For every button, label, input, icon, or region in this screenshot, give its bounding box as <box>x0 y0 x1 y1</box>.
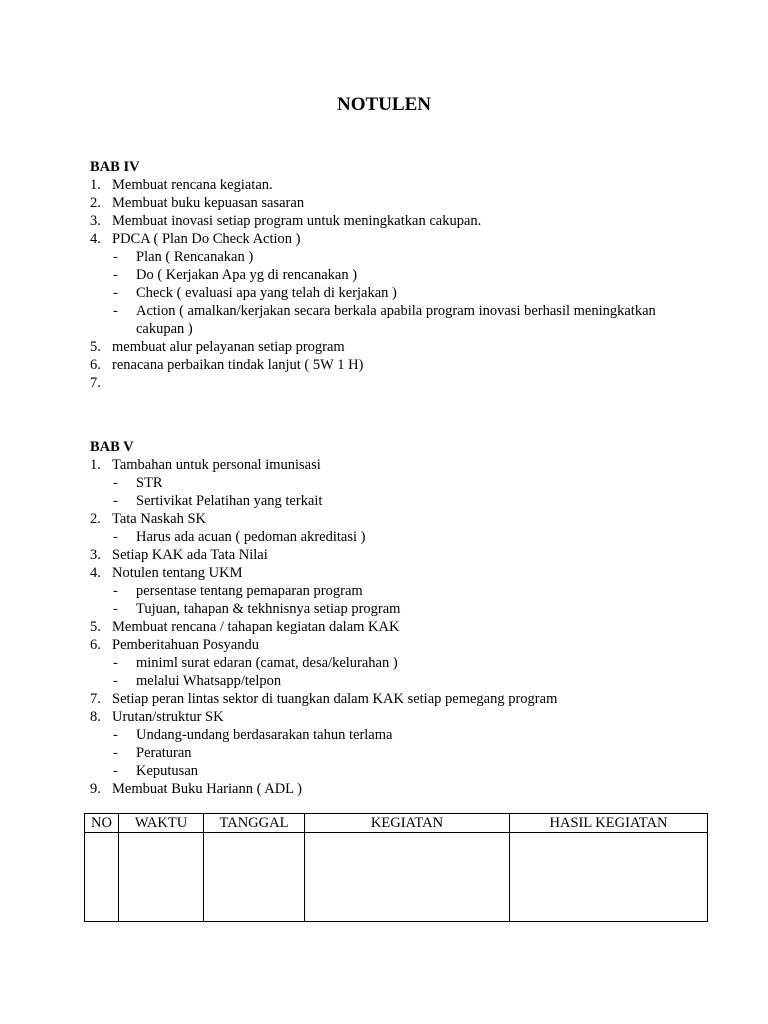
table-cell <box>305 833 510 922</box>
bab-iv-section <box>90 158 700 392</box>
column-header-hasil-kegiatan: HASIL KEGIATAN <box>510 814 708 833</box>
list-item <box>90 230 700 248</box>
list-item <box>90 636 700 654</box>
list-item-number: 4. <box>90 565 101 581</box>
list-item-number: 5. <box>90 339 101 355</box>
table-cell <box>119 833 204 922</box>
sub-list-item-text: Undang-undang berdasarakan tahun terlama <box>136 727 393 743</box>
list-item-number: 2. <box>90 511 101 527</box>
list-item-text: Urutan/struktur SK <box>112 709 224 725</box>
list-item <box>90 456 700 474</box>
list-item <box>90 708 700 726</box>
sub-list-item-text: Plan ( Rencanakan ) <box>136 249 254 265</box>
list-item <box>90 212 700 230</box>
sub-list-item-text: Do ( Kerjakan Apa yg di rencanakan ) <box>136 267 358 283</box>
sub-list-item <box>90 600 700 618</box>
sub-list-item-text: STR <box>136 475 163 491</box>
list-item-text: Tata Naskah SK <box>112 511 207 527</box>
list-item-text <box>90 374 700 392</box>
list-item-text: PDCA ( Plan Do Check Action ) <box>112 231 301 247</box>
bullet-dash: - <box>113 285 118 301</box>
bullet-dash: - <box>113 475 118 491</box>
list-item <box>90 356 700 374</box>
page-title: NOTULEN <box>337 94 431 115</box>
list-item-text: Membuat rencana / tahapan kegiatan dalam KAK <box>112 619 400 635</box>
list-item-text: membuat alur pelayanan setiap program <box>112 339 345 355</box>
bab-v-section <box>90 438 700 798</box>
list-item-number: 3. <box>90 213 101 229</box>
sub-list-item <box>90 744 700 762</box>
bullet-dash: - <box>113 601 118 617</box>
list-item <box>90 374 700 392</box>
list-item <box>90 690 700 708</box>
table-header-row <box>85 814 708 833</box>
section-heading: BAB IV <box>90 159 140 175</box>
table-cell <box>204 833 305 922</box>
activity-log-table <box>84 813 708 922</box>
list-item-number: 3. <box>90 547 101 563</box>
list-item-text: Tambahan untuk personal imunisasi <box>112 457 321 473</box>
bullet-dash: - <box>113 655 118 671</box>
sub-list-item-text: melalui Whatsapp/telpon <box>136 673 282 689</box>
list-item-number: 8. <box>90 709 101 725</box>
section-heading: BAB V <box>90 439 134 455</box>
sub-list-item-text: Check ( evaluasi apa yang telah di kerjakan ) <box>136 285 397 301</box>
list-item-number: 9. <box>90 781 101 797</box>
list-item <box>90 194 700 212</box>
column-header-kegiatan: KEGIATAN <box>305 814 510 833</box>
sub-list-item-text: Harus ada acuan ( pedoman akreditasi ) <box>136 529 366 545</box>
list-item-number: 6. <box>90 357 101 373</box>
sub-list-item <box>90 672 700 690</box>
list-item-text: Pemberitahuan Posyandu <box>112 637 259 653</box>
numbered-list <box>90 456 700 798</box>
bullet-dash: - <box>113 673 118 689</box>
list-item <box>90 546 700 564</box>
list-item-text: Setiap KAK ada Tata Nilai <box>112 547 268 563</box>
sub-list-item <box>90 528 700 546</box>
list-item <box>90 176 700 194</box>
list-item-number: 2. <box>90 195 101 211</box>
bullet-dash: - <box>113 529 118 545</box>
sub-list-item <box>90 248 700 266</box>
bullet-dash: - <box>113 727 118 743</box>
table-cell <box>85 833 119 922</box>
list-item-text: Membuat inovasi setiap program untuk meningkatkan cakupan. <box>112 213 482 229</box>
sub-list-item-text: Keputusan <box>136 763 199 779</box>
table-row <box>85 833 708 922</box>
bullet-dash: - <box>113 267 118 283</box>
column-header-no: NO <box>85 814 119 833</box>
sub-list-item <box>90 302 700 338</box>
list-item-text: Membuat Buku Hariann ( ADL ) <box>112 781 302 797</box>
sub-list-item-text: miniml surat edaran (camat, desa/kelurahan ) <box>136 655 398 671</box>
sub-list-item-text: Sertivikat Pelatihan yang terkait <box>136 493 323 509</box>
list-item-text: Notulen tentang UKM <box>112 565 243 581</box>
list-item-number: 5. <box>90 619 101 635</box>
bullet-dash: - <box>113 249 118 265</box>
sub-list-item <box>90 582 700 600</box>
list-item-number: 1. <box>90 457 101 473</box>
list-item <box>90 338 700 356</box>
list-item-text: renacana perbaikan tindak lanjut ( 5W 1 H) <box>112 357 364 373</box>
table-cell <box>510 833 708 922</box>
column-header-waktu: WAKTU <box>119 814 204 833</box>
sub-list-item-text: Tujuan, tahapan & tekhnisnya setiap program <box>136 601 401 617</box>
bullet-dash: - <box>113 745 118 761</box>
sub-list-item <box>90 266 700 284</box>
bullet-dash: - <box>113 583 118 599</box>
list-item-number: 1. <box>90 177 101 193</box>
list-item-number: 7. <box>90 375 101 391</box>
sub-list-item <box>90 492 700 510</box>
sub-list-item <box>90 474 700 492</box>
list-item <box>90 618 700 636</box>
list-item-text: Membuat buku kepuasan sasaran <box>112 195 305 211</box>
sub-list-item <box>90 284 700 302</box>
column-header-tanggal: TANGGAL <box>204 814 305 833</box>
sub-list-item-text: Peraturan <box>136 745 192 761</box>
sub-list-item-text: Action ( amalkan/kerjakan secara berkala apabila program inovasi berhasil meningkatkan cakupan ) <box>136 303 656 337</box>
sub-list-item <box>90 762 700 780</box>
list-item-text: Setiap peran lintas sektor di tuangkan dalam KAK setiap pemegang program <box>112 691 558 707</box>
sub-list-item <box>90 654 700 672</box>
sub-list-item <box>90 726 700 744</box>
bullet-dash: - <box>113 763 118 779</box>
sub-list-item-text: persentase tentang pemaparan program <box>136 583 363 599</box>
numbered-list <box>90 176 700 392</box>
list-item-number: 4. <box>90 231 101 247</box>
list-item-number: 7. <box>90 691 101 707</box>
list-item-text: Membuat rencana kegiatan. <box>112 177 273 193</box>
bullet-dash: - <box>113 303 118 319</box>
list-item-number: 6. <box>90 637 101 653</box>
list-item <box>90 510 700 528</box>
list-item <box>90 564 700 582</box>
list-item <box>90 780 700 798</box>
bullet-dash: - <box>113 493 118 509</box>
